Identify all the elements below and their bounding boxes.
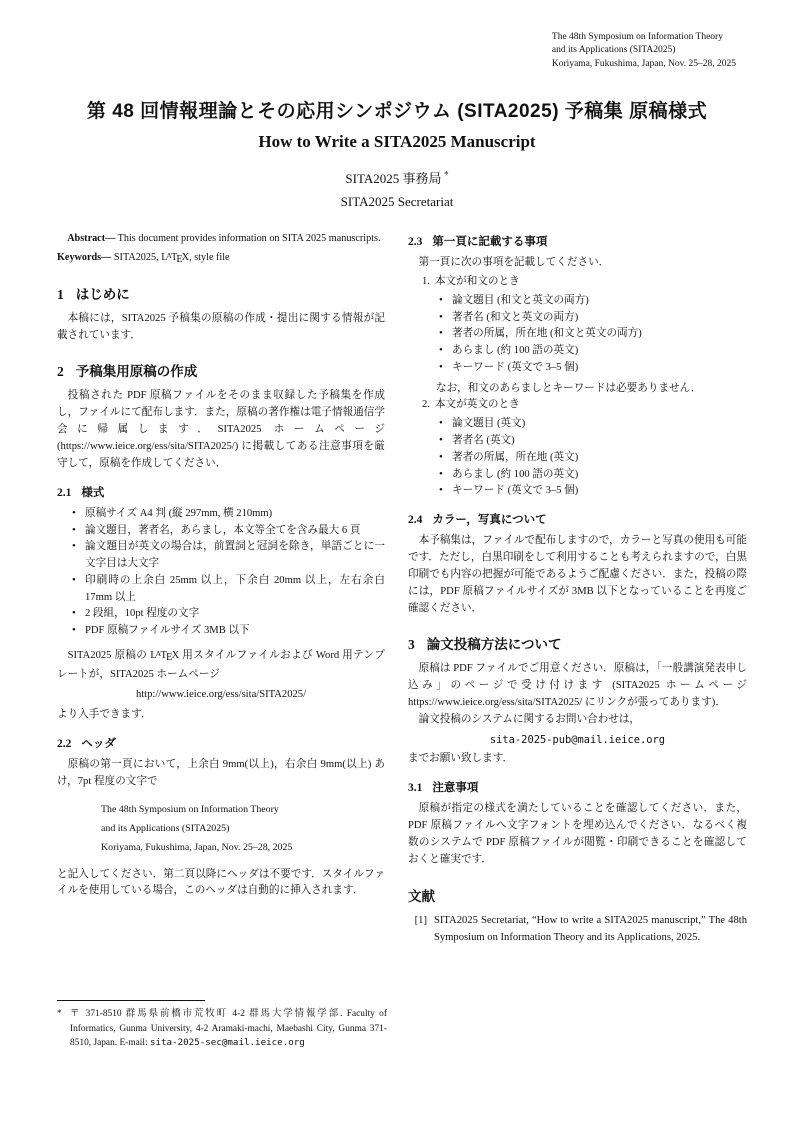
section-2-number: 2 <box>57 364 64 380</box>
latex-l: L <box>150 649 157 661</box>
latex-a: A <box>166 251 172 261</box>
japanese-paper-items <box>408 293 747 377</box>
list-item: • 論文題目 (和文と英文の両方) <box>408 293 747 310</box>
latex-logo <box>150 650 179 661</box>
format-requirements-list <box>57 506 385 640</box>
japanese-paper-note: なお，和文のあらましとキーワードは必要ありません． <box>436 382 702 394</box>
section-2-4-heading <box>408 511 747 527</box>
author-english: SITA2025 Secretariat <box>340 194 454 209</box>
list-item: • あらまし (約 100 語の英文) <box>408 467 747 484</box>
reference-text: SITA2025 Secretariat, “How to write a SITA2025 manuscript,” The 48th Symposium on Information Theory and its Applications, 2025. <box>434 914 747 943</box>
keywords-pre: SITA2025, <box>111 252 162 264</box>
latex-x: X <box>181 252 190 264</box>
latex-x: X <box>171 649 180 661</box>
reference-number: [1] <box>414 914 427 926</box>
list-item: • 原稿サイズ A4 判 (縦 297mm, 横 210mm) <box>57 506 385 523</box>
references-heading: 文献 <box>408 888 435 904</box>
two-column-body <box>57 231 747 947</box>
numbered-item <box>408 274 747 398</box>
section-2-paragraph: 投稿された PDF 原稿ファイルをそのまま収録した予稿集を作成し，ファイルにて配布します．また，原稿の著作権は電子情報通信学会に帰属します．SITA2025 ホームページ (https://www.ieice.org/ess/sita/SITA2025/) に掲載してある注意事項を厳守して，原稿を作成してください． <box>57 390 385 469</box>
section-1-heading <box>57 283 385 303</box>
running-header-line3: Koriyama, Fukushima, Japan, Nov. 25–28, 2025 <box>551 58 736 69</box>
list-item: • 2 段組，10pt 程度の文字 <box>57 606 385 623</box>
section-2-1-title: 様式 <box>81 486 105 499</box>
section-2-3-intro: 第一頁に次の事項を記載してください． <box>418 257 610 268</box>
section-2-3-title: 第一頁に記載する事項 <box>432 236 548 248</box>
title-block <box>0 96 794 152</box>
list-item: • 論文題目が英文の場合は，前置詞と冠詞を除き，単語ごとに一文字目は大文字 <box>57 539 385 572</box>
list-item: • 印刷時の上余白 25mm 以上，下余白 20mm 以上，左右余白 17mm 以上 <box>57 573 385 606</box>
contact-intro: 論文投稿のシステムに関するお問い合わせは， <box>418 713 641 725</box>
header-example-block <box>101 800 385 858</box>
item-label: 本文が和文のとき <box>434 275 520 287</box>
header-example-line2: and its Applications (SITA2025) <box>101 822 230 834</box>
section-3-number: 3 <box>408 636 415 652</box>
first-page-items-list <box>408 274 747 500</box>
abstract <box>57 231 385 268</box>
running-header-line2: and its Applications (SITA2025) <box>551 45 676 56</box>
section-2-1-number: 2.1 <box>57 486 72 499</box>
section-2-2-title: ヘッダ <box>81 737 116 750</box>
list-item: • PDF 原稿ファイルサイズ 3MB 以下 <box>57 623 385 640</box>
section-3-title: 論文投稿方法について <box>426 636 562 652</box>
list-item: • 論文題目，著者名，あらまし，本文等全てを含み最大 6 頁 <box>57 523 385 540</box>
list-item: • キーワード (英文で 3–5 個) <box>408 483 747 500</box>
list-item: • 著者名 (英文) <box>408 433 747 450</box>
abstract-label: Abstract— <box>67 233 116 244</box>
header-example-line3: Koriyama, Fukushima, Japan, Nov. 25–28, 2025 <box>101 842 293 854</box>
author-block <box>0 168 794 210</box>
latex-t: T <box>171 252 178 264</box>
item-label: 本文が英文のとき <box>434 399 520 411</box>
section-2-2-number: 2.2 <box>57 737 72 750</box>
latex-t: T <box>160 649 168 661</box>
keywords-line <box>57 250 385 268</box>
paper-title-english: How to Write a SITA2025 Manuscript <box>258 132 536 151</box>
footnote-address: 〒 371-8510 群馬県前橋市荒牧町 4-2 群馬大学情報学部. Faculty of Informatics, Gunma University, 4-2 Aramaki-machi, Maebashi City, Gunma 371-8510, Japan. E-mail: <box>70 1009 387 1049</box>
abstract-text: This document provides information on SITA 2025 manuscripts. <box>115 233 381 244</box>
author-japanese-name: SITA2025 事務局 <box>345 171 442 186</box>
abstract-paragraph <box>57 231 385 247</box>
list-item: • 著者の所属，所在地 (英文) <box>408 450 747 467</box>
keywords-post: , style file <box>189 252 230 264</box>
section-3-1-paragraph: 原稿が指定の様式を満たしていることを確認してください．また，PDF 原稿ファイルへ文字フォントを埋め込んでください．なるべく複数のシステムで PDF 原稿ファイルが閲覧・印刷できることを確認しておくと確実です． <box>408 803 747 865</box>
numbered-item-label <box>408 274 747 291</box>
footnote-email: sita-2025-sec@mail.ieice.org <box>149 1037 305 1049</box>
section-2-title: 予稿集用原稿の作成 <box>75 364 198 380</box>
latex-e: E <box>176 254 183 266</box>
latex-logo <box>161 251 190 266</box>
contact-tail: までお願い致します． <box>408 753 514 765</box>
item-number: 1. <box>422 275 430 287</box>
keywords-label: Keywords— <box>57 252 112 264</box>
list-item: • 著者名 (和文と英文の両方) <box>408 310 747 327</box>
section-3-1-number: 3.1 <box>408 782 423 795</box>
latex-e: E <box>165 651 173 663</box>
header-instructions-after: と記入してください．第二頁以降にヘッダは不要です．スタイルファイルを使用している場合，このヘッダは自動的に挿入されます． <box>57 868 385 897</box>
running-header-line1: The 48th Symposium on Information Theory <box>551 32 723 42</box>
right-column <box>408 231 747 947</box>
homepage-url: http://www.ieice.org/ess/sita/SITA2025/ <box>135 688 307 700</box>
header-instructions-paragraph: 原稿の第一頁において，上余白 9mm(以上)，右余白 9mm(以上) あけ，7pt 程度の文字で <box>57 758 385 787</box>
author-footnote <box>57 1000 387 1051</box>
list-item: • キーワード (英文で 3–5 個) <box>408 360 747 377</box>
section-2-3-number: 2.3 <box>408 236 423 248</box>
numbered-item-label <box>408 397 747 414</box>
paper-title-japanese: 第 48 回情報理論とその応用シンポジウム (SITA2025) 予稿集 原稿様式 <box>86 101 708 122</box>
section-2-2-heading <box>57 735 385 751</box>
english-paper-items <box>408 416 747 500</box>
style-file-tail: より入手できます． <box>57 708 152 720</box>
section-3-heading <box>408 633 747 653</box>
submission-email: sita-2025-pub@mail.ieice.org <box>489 733 666 746</box>
section-2-1-heading <box>57 484 385 500</box>
footnote-body <box>57 1007 387 1051</box>
section-2-heading <box>57 360 385 380</box>
section-2-4-number: 2.4 <box>408 514 423 527</box>
footnote-text <box>70 1007 387 1051</box>
section-3-1-title: 注意事項 <box>432 782 479 795</box>
section-1-paragraph: 本稿には，SITA2025 予稿集の原稿の作成・提出に関する情報が記載されています． <box>57 313 385 342</box>
reference-item <box>408 913 747 947</box>
section-1-number: 1 <box>57 287 64 303</box>
list-item: • あらまし (約 100 語の英文) <box>408 343 747 360</box>
footnote-rule <box>57 1000 205 1001</box>
section-3-1-heading <box>408 779 747 795</box>
running-header <box>552 31 736 71</box>
section-3-paragraph: 原稿は PDF ファイルでご用意ください．原稿は，「一般講演発表申し込み」のページで受け付けます (SITA2025 ホームページ https://www.ieice.org/ess/sita/SITA2025/ にリンクが張ってあります)． <box>408 662 747 708</box>
list-item: • 著者の所属，所在地 (和文と英文の両方) <box>408 326 747 343</box>
latex-l: L <box>161 252 168 264</box>
header-example-line1: The 48th Symposium on Information Theory <box>101 803 279 815</box>
style-file-paragraph <box>57 648 385 684</box>
section-1-title: はじめに <box>75 287 130 303</box>
author-footnote-mark: * <box>444 169 449 180</box>
numbered-item <box>408 397 747 500</box>
section-2-4-paragraph: 本予稿集は，ファイルで配布しますので，カラーと写真の使用も可能です．ただし，白黒印刷をして利用することも考えられますので，白黒印刷でも内容の把握が可能であるようご配慮ください．また，投稿の際には，PDF 原稿ファイルサイズが 3MB 以下となっていることを再度ご確認ください． <box>408 535 747 614</box>
style-file-pre: SITA2025 原稿の <box>67 649 151 661</box>
style-file-post: 用スタイルファイルおよび Word 用テンプレートが，SITA2025 ホームページ <box>57 649 385 680</box>
latex-a: A <box>155 648 162 658</box>
item-number: 2. <box>422 399 430 411</box>
left-column <box>57 231 385 947</box>
section-2-4-title: カラー，写真について <box>432 514 547 527</box>
list-item: • 論文題目 (英文) <box>408 416 747 433</box>
section-2-3-heading <box>408 233 747 249</box>
author-japanese <box>0 168 794 187</box>
footnote-marker: * <box>57 1008 62 1018</box>
